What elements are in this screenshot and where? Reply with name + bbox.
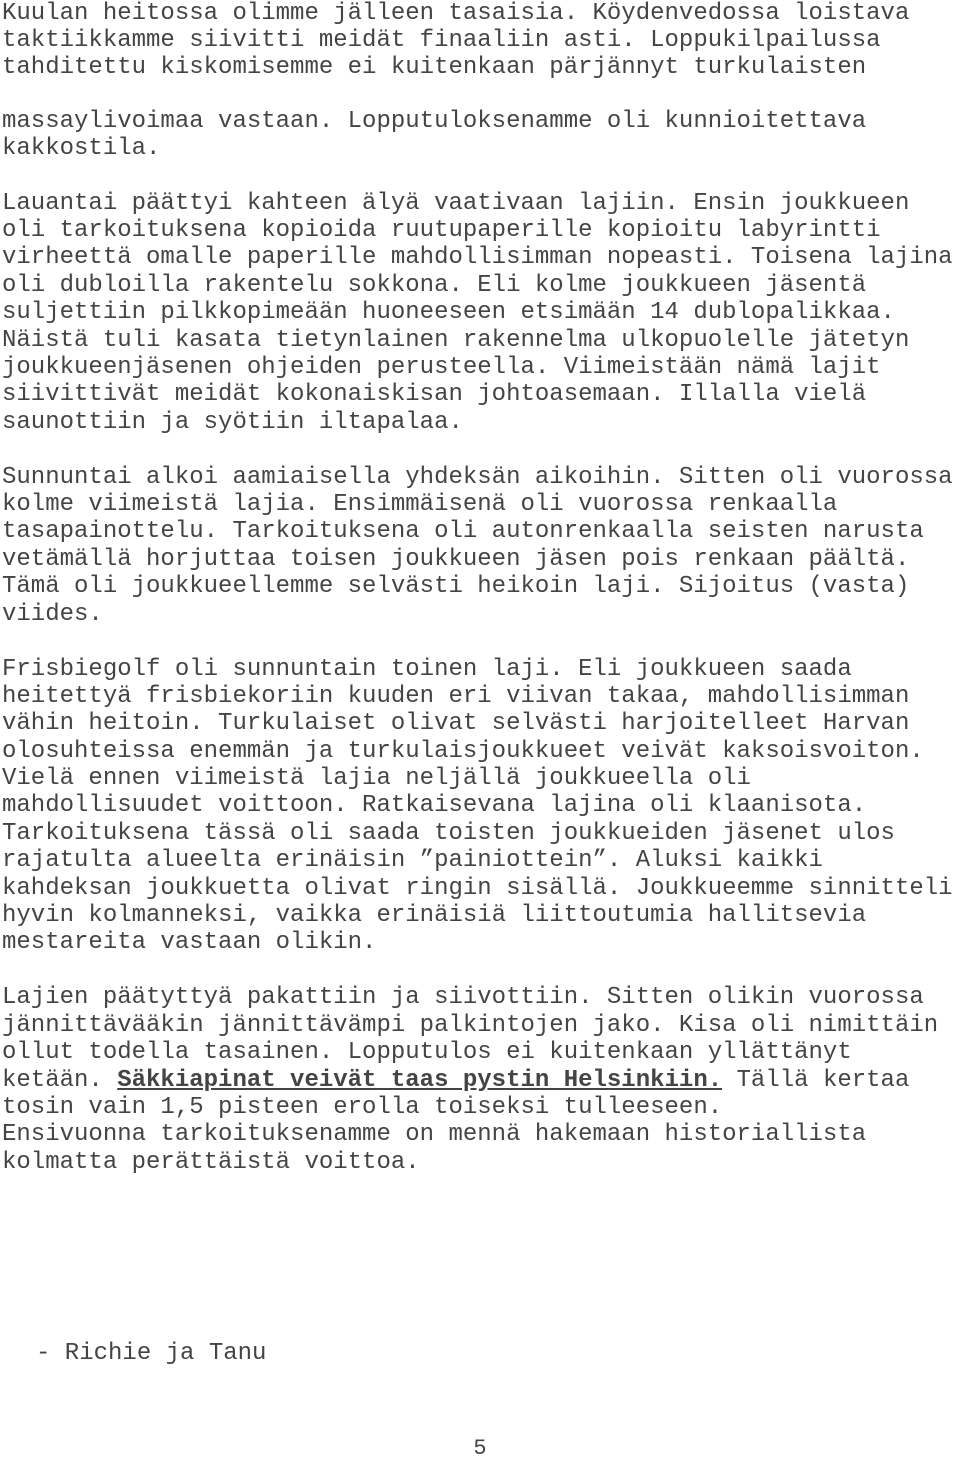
text-line: massaylivoimaa vastaan. Lopputuloksenamme oli kunnioitettava	[2, 108, 867, 135]
text-line: ollut todella tasainen. Lopputulos ei kuitenkaan yllättänyt	[2, 1039, 852, 1066]
page-number: 5	[473, 1436, 487, 1461]
text-line: tasapainottelu. Tarkoituksena oli autonrenkaalla seisten narusta	[2, 518, 924, 545]
text-line: kahdeksan joukkuetta olivat ringin sisällä. Joukkueemme sinnitteli	[2, 875, 953, 902]
text-line: mestareita vastaan olikin.	[2, 929, 377, 956]
text-line: siivittivät meidät kokonaiskisan johtoasemaan. Illalla vielä	[2, 381, 867, 408]
text-line: tosin vain 1,5 pisteen erolla toiseksi tulleeseen.	[2, 1094, 723, 1121]
text-line: Näistä tuli kasata tietynlainen rakennelma ulkopuolelle jätetyn	[2, 327, 910, 354]
text-line: virheettä omalle paperille mahdollisimman nopeasti. Toisena lajina	[2, 244, 953, 271]
text-line: vähin heitoin. Turkulaiset olivat selvästi harjoitelleet Harvan	[2, 710, 910, 737]
text-line-with-highlight	[2, 1067, 909, 1095]
text-line: tahditettu kiskomisemme ei kuitenkaan pärjännyt turkulaisten	[2, 54, 867, 81]
text-line: kakkostila.	[2, 135, 161, 162]
text-line: kolme viimeistä lajia. Ensimmäisenä oli vuorossa renkaalla	[2, 491, 838, 518]
text-segment: ketään.	[2, 1067, 118, 1094]
text-line: vetämällä horjuttaa toisen joukkueen jäsen pois renkaan päältä.	[2, 546, 910, 573]
text-line: joukkueenjäsenen ohjeiden perusteella. Viimeistään nämä lajit	[2, 354, 881, 381]
text-line: Vielä ennen viimeistä lajia neljällä joukkueella oli	[2, 765, 751, 792]
text-line: jännittävääkin jännittävämpi palkintojen jako. Kisa oli nimittäin	[2, 1012, 939, 1039]
text-line: rajatulta alueelta erinäisin ”painiottein”. Aluksi kaikki	[2, 847, 823, 874]
text-line: Kuulan heitossa olimme jälleen tasaisia. Köydenvedossa loistava	[2, 0, 910, 27]
text-line: hyvin kolmanneksi, vaikka erinäisiä liittoutumia hallitsevia	[2, 902, 867, 929]
text-line: oli dubloilla rakentelu sokkona. Eli kolme joukkueen jäsentä	[2, 272, 867, 299]
winner-highlight: Säkkiapinat veivät taas pystin Helsinkiin.	[117, 1067, 723, 1094]
text-line: mahdollisuudet voittoon. Ratkaisevana lajina oli klaanisota.	[2, 792, 867, 819]
text-line: saunottiin ja syötiin iltapalaa.	[2, 409, 463, 436]
text-line: kolmatta perättäistä voittoa.	[2, 1149, 420, 1176]
text-line: viides.	[2, 601, 103, 628]
text-line: Sunnuntai alkoi aamiaisella yhdeksän aikoihin. Sitten oli vuorossa	[2, 464, 953, 491]
text-segment: Tällä kertaa	[722, 1067, 910, 1094]
text-line: Lajien päätyttyä pakattiin ja siivottiin. Sitten olikin vuorossa	[2, 984, 924, 1011]
text-line: heitettyä frisbiekoriin kuuden eri viivan takaa, mahdollisimman	[2, 683, 910, 710]
text-line: Ensivuonna tarkoituksenamme on mennä hakemaan historiallista	[2, 1121, 867, 1148]
text-line: suljettiin pilkkopimeään huoneeseen etsimään 14 dublopalikkaa.	[2, 299, 895, 326]
text-line: Frisbiegolf oli sunnuntain toinen laji. Eli joukkueen saada	[2, 656, 852, 683]
text-line: olosuhteissa enemmän ja turkulaisjoukkueet veivät kaksoisvoiton.	[2, 738, 924, 765]
signature: - Richie ja Tanu	[36, 1340, 267, 1367]
text-line: taktiikkamme siivitti meidät finaaliin asti. Loppukilpailussa	[2, 27, 881, 54]
text-line: Tarkoituksena tässä oli saada toisten joukkueiden jäsenet ulos	[2, 820, 895, 847]
text-line: Lauantai päättyi kahteen älyä vaativaan lajiin. Ensin joukkueen	[2, 190, 910, 217]
text-line: oli tarkoituksena kopioida ruutupaperille kopioitu labyrintti	[2, 217, 881, 244]
text-line: Tämä oli joukkueellemme selvästi heikoin laji. Sijoitus (vasta)	[2, 573, 910, 600]
